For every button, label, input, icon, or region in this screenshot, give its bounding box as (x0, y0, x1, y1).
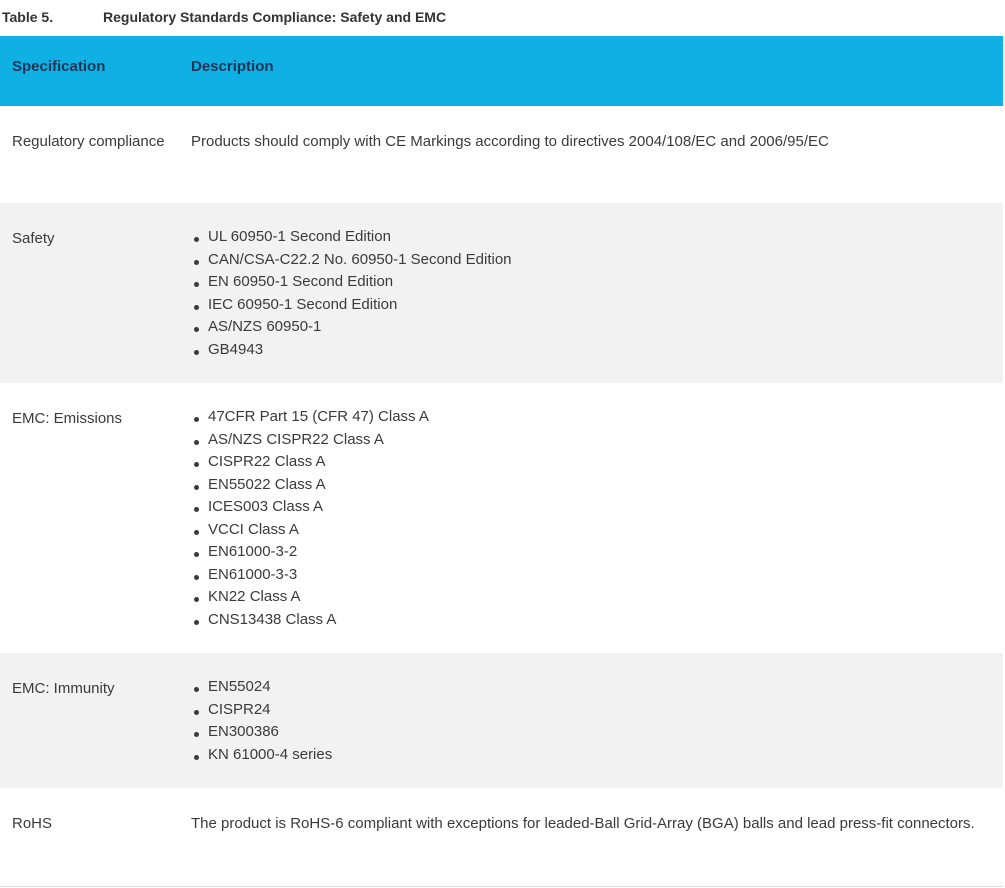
row-description: The product is RoHS-6 compliant with exceptions for leaded-Ball Grid-Array (BGA) balls and lead press-fit connectors. (191, 815, 975, 832)
list-item: CAN/CSA-C22.2 No. 60950-1 Second Edition (191, 249, 983, 272)
row-spec: EMC: Immunity (12, 680, 115, 697)
list-item: EN55022 Class A (191, 474, 983, 497)
table-title: Regulatory Standards Compliance: Safety and EMC (103, 9, 447, 25)
table-bottom-divider (0, 886, 1003, 887)
list-item: CISPR24 (191, 699, 983, 722)
list-item: ICES003 Class A (191, 496, 983, 519)
list-item: KN22 Class A (191, 586, 983, 609)
table-caption (2, 6, 446, 28)
bullet-list (191, 406, 983, 631)
list-item: GB4943 (191, 339, 983, 362)
table-row (0, 788, 1003, 886)
list-item: EN61000-3-3 (191, 564, 983, 587)
header-description: Description (191, 58, 274, 75)
table-number: Table 5. (2, 9, 54, 25)
row-spec: RoHS (12, 815, 53, 832)
list-item: EN 60950-1 Second Edition (191, 271, 983, 294)
table-header-row (0, 36, 1003, 106)
table-row (0, 383, 1003, 653)
row-description: Products should comply with CE Markings according to directives 2004/108/EC and 2006/95/EC (191, 133, 829, 150)
list-item: CISPR22 Class A (191, 451, 983, 474)
table-row (0, 653, 1003, 788)
list-item: CNS13438 Class A (191, 609, 983, 632)
header-specification: Specification (12, 58, 106, 75)
row-description (180, 383, 1003, 653)
compliance-table (0, 36, 1003, 886)
list-item: EN300386 (191, 721, 983, 744)
list-item: KN 61000-4 series (191, 744, 983, 767)
bullet-list (191, 676, 983, 766)
row-description (180, 653, 1003, 788)
row-description (180, 203, 1003, 383)
list-item: EN61000-3-2 (191, 541, 983, 564)
list-item: AS/NZS CISPR22 Class A (191, 429, 983, 452)
list-item: AS/NZS 60950-1 (191, 316, 983, 339)
row-spec: Regulatory compliance (12, 133, 165, 150)
list-item: IEC 60950-1 Second Edition (191, 294, 983, 317)
table-row (0, 203, 1003, 383)
table-row (0, 106, 1003, 203)
list-item: EN55024 (191, 676, 983, 699)
row-spec: Safety (12, 230, 55, 247)
bullet-list (191, 226, 983, 361)
row-spec: EMC: Emissions (12, 410, 123, 427)
list-item: 47CFR Part 15 (CFR 47) Class A (191, 406, 983, 429)
list-item: VCCI Class A (191, 519, 983, 542)
list-item: UL 60950-1 Second Edition (191, 226, 983, 249)
